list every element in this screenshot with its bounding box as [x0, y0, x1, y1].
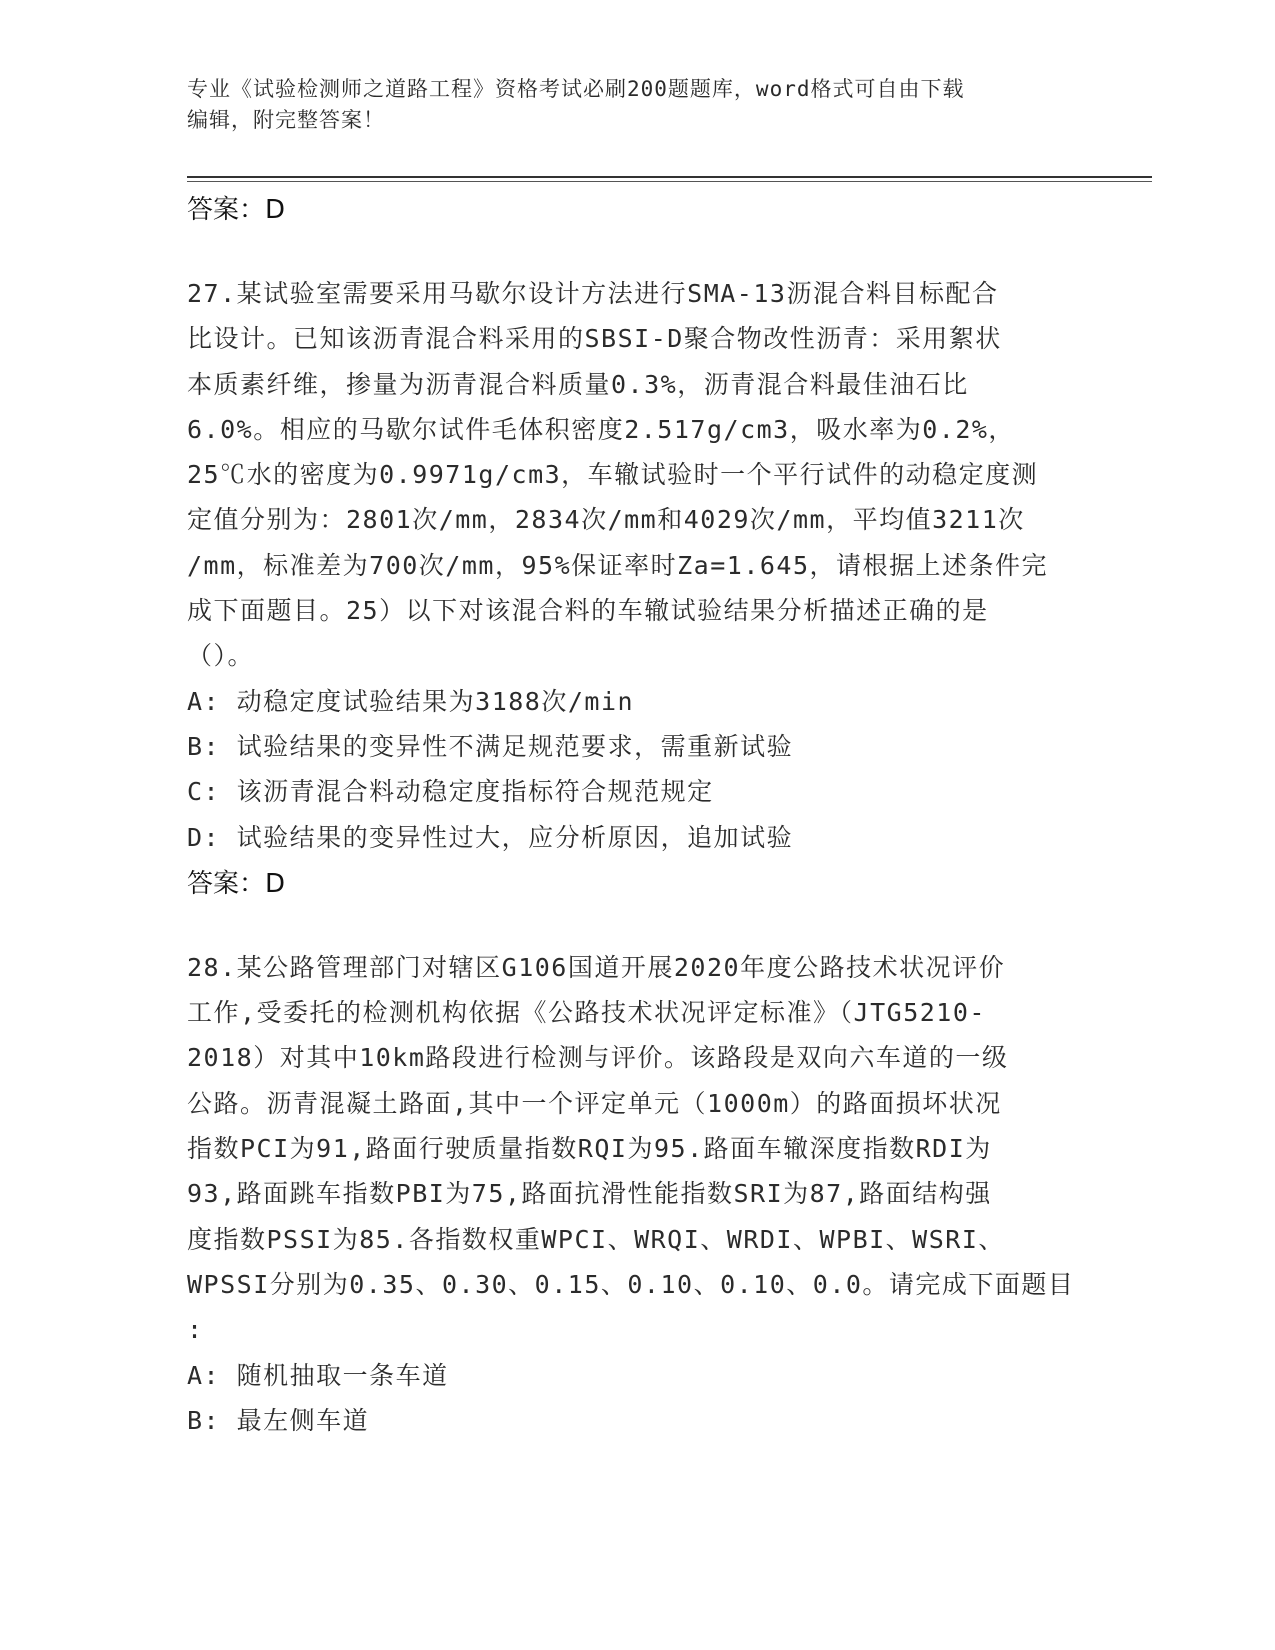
question-28-option-a: A: 随机抽取一条车道 [187, 1360, 449, 1390]
question-28 [187, 945, 1087, 1443]
page-header [187, 74, 1067, 136]
question-27-line-7: /mm，标准差为700次/mm，95%保证率时Za=1.645，请根据上述条件完 [187, 550, 1049, 580]
question-28-line-3: 2018）对其中10km路段进行检测与评价。该路段是双向六车道的一级 [187, 1043, 1009, 1073]
question-28-line-9: : [187, 1315, 204, 1345]
spacer [187, 234, 1087, 271]
spacer [187, 908, 1087, 945]
question-27-line-8: 成下面题目。25）以下对该混合料的车辙试验结果分析描述正确的是 [187, 596, 989, 626]
question-27-line-6: 定值分别为：2801次/mm，2834次/mm和4029次/mm，平均值3211次 [187, 505, 1025, 535]
question-27-line-4: 6.0%。相应的马歇尔试件毛体积密度2.517g/cm3，吸水率为0.2%， [187, 414, 1015, 444]
question-27-answer: 答案：D [187, 868, 286, 899]
question-28-line-7: 度指数PSSI为85.各指数权重WPCI、WRQI、WRDI、WPBI、WSRI、 [187, 1224, 1005, 1254]
question-27-option-b: B: 试验结果的变异性不满足规范要求，需重新试验 [187, 731, 794, 761]
question-28-line-8: WPSSI分别为0.35、0.30、0.15、0.10、0.10、0.0。请完成下面题目 [187, 1269, 1075, 1299]
question-27-line-3: 本质素纤维，掺量为沥青混合料质量0.3%，沥青混合料最佳油石比 [187, 369, 969, 399]
question-27-line-5: 25℃水的密度为0.9971g/cm3，车辙试验时一个平行试件的动稳定度测 [187, 460, 1039, 490]
header-divider-thick [187, 176, 1152, 178]
header-divider-thin [187, 181, 1152, 182]
question-27-option-a: A: 动稳定度试验结果为3188次/min [187, 686, 635, 716]
question-27 [187, 271, 1087, 908]
question-28-line-1: 28.某公路管理部门对辖区G106国道开展2020年度公路技术状况评价 [187, 952, 1006, 982]
header-line-1: 专业《试验检测师之道路工程》资格考试必刷200题题库，word格式可自由下载 [187, 77, 965, 101]
answer-previous: 答案：D [187, 195, 286, 225]
question-28-line-4: 公路。沥青混凝土路面,其中一个评定单元（1000m）的路面损坏状况 [187, 1088, 1002, 1118]
header-line-2: 编辑，附完整答案！ [187, 108, 385, 132]
question-27-line-2: 比设计。已知该沥青混合料采用的SBSI-D聚合物改性沥青：采用絮状 [187, 324, 1002, 354]
question-27-option-d: D: 试验结果的变异性过大，应分析原因，追加试验 [187, 822, 794, 852]
page-content [187, 186, 1087, 1443]
question-28-option-b: B: 最左侧车道 [187, 1405, 370, 1435]
question-27-option-c: C: 该沥青混合料动稳定度指标符合规范规定 [187, 777, 714, 807]
question-27-line-1: 27.某试验室需要采用马歇尔设计方法进行SMA-13沥混合料目标配合 [187, 279, 999, 308]
question-27-line-9: （）。 [187, 641, 255, 671]
question-28-line-5: 指数PCI为91,路面行驶质量指数RQI为95.路面车辙深度指数RDI为 [187, 1134, 992, 1164]
question-28-line-6: 93,路面跳车指数PBI为75,路面抗滑性能指数SRI为87,路面结构强 [187, 1179, 992, 1209]
question-28-line-2: 工作,受委托的检测机构依据《公路技术状况评定标准》（JTG5210- [187, 998, 986, 1028]
